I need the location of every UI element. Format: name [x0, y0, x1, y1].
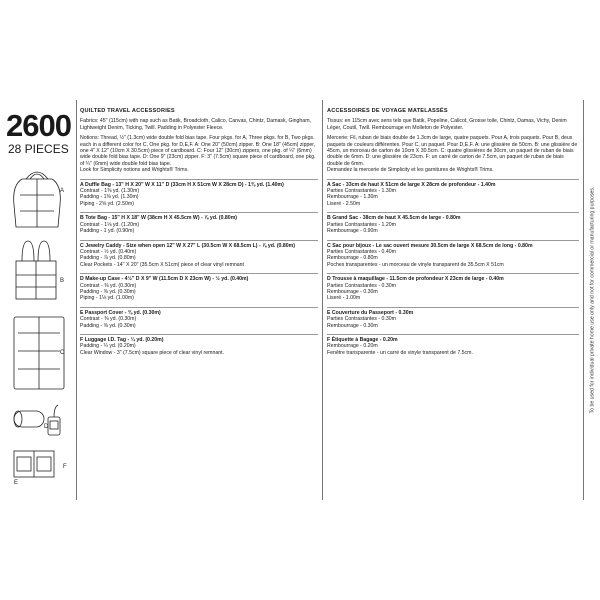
right-divider	[583, 100, 584, 500]
english-item-c: C Jewelry Caddy - Size when open 12" W X 27" L (30.5cm W X 68.5cm L) - ⅞ yd. (0.80m) Contrast - ½ yd. (0.40m) Padding - ⅞ yd. (0.80m) Clear Pockets - 14" X 20" (35.5cm X 51cm) piece of clear vinyl remnant	[80, 240, 318, 269]
duffle-bag-illustration	[14, 172, 61, 227]
usage-notice: To be used for individual private home use only and not for commercial or manufacturing purposes.	[589, 186, 596, 414]
english-item-d: D Make-up Case - 4½" D X 9" W (11.5cm D X 23cm W) - ½ yd. (0.40m) Contrast - ⅜ yd. (0.30m) Padding - ⅜ yd. (0.30m) Piping - 1⅛ yd. (1.00m)	[80, 273, 318, 302]
english-item-b: B Tote Bag - 15" H X 18" W (38cm H X 45.5cm W) - ⅞ yd. (0.80m) Contrast - 1⅛ yd. (1.20m) Padding - 1 yd. (0.90m)	[80, 212, 318, 234]
figure-label-c: C	[60, 350, 65, 356]
english-fabrics: Fabrics: 45" (115cm) with nap such as Batik, Broadcloth, Calico, Canvas, Chintz, Damask, Gingham, Lightweight Denim, Ticking, Twill. Padding in Polyester Fleece.	[80, 118, 311, 131]
passport-cover-illustration	[14, 451, 54, 477]
french-item-e: E Couverture du Passeport - 0.30m Parties Contrastantes - 0.30m Rembourrage - 0.30m	[327, 307, 579, 329]
makeup-case-illustration	[14, 411, 44, 427]
english-title: QUILTED TRAVEL ACCESSORIES	[80, 108, 175, 114]
pattern-number: 2600	[6, 108, 71, 143]
figure-label-d: D	[44, 424, 49, 430]
center-divider	[322, 100, 323, 500]
english-look-note: Look for Simplicity notions and Wrights® Trims.	[80, 167, 189, 174]
piece-count: 28 PIECES	[8, 142, 69, 156]
product-illustrations	[8, 165, 74, 505]
french-item-d: D Trousse à maquillage - 11.5cm de profondeur X 23cm de large - 0.40m Parties Contrastantes - 0.30m Rembourrage - 0.30m Liseré - 1.00m	[327, 273, 579, 302]
figure-label-e: E	[14, 480, 19, 486]
french-column	[327, 108, 579, 356]
left-divider	[76, 100, 77, 500]
french-look-note: Demandez la mercerie de Simplicity et les garnitures de Wrights® Trims.	[327, 167, 494, 174]
english-item-a: A Duffle Bag - 13" H X 20" W X 11" D (33cm H X 51cm W X 28cm D) - 1⅜ yd. (1.40m) Contrast - 1⅜ yd. (1.30m) Padding - 1⅜ yd. (1.30m) Piping - 2⅝ yd. (2.50m)	[80, 179, 318, 208]
figure-label-f: F	[63, 464, 67, 470]
figure-label-a: A	[60, 188, 65, 194]
french-fabrics: Tissus: en 115cm avec sens tels que Batik, Popeline, Calicot, Grosse toile, Chintz, Damas, Vichy, Denim Léger, Coutil, Twill. Rembourrage en Molleton de Polyester.	[327, 118, 567, 131]
luggage-tag-illustration	[48, 405, 60, 435]
french-item-b: B Grand Sac - 38cm de haut X 45.5cm de large - 0.80m Parties Contrastantes - 1.20m Rembourrage - 0.90m	[327, 212, 579, 234]
figure-label-b: B	[60, 278, 65, 284]
french-item-c: C Sac pour bijoux - Le sac ouvert mesure 30.5cm de large X 68.5cm de long - 0.80m Parties Contrastantes - 0.40m Rembourrage - 0.80m Poches transparentes - un morceau de vinyle transparent de 35.5cm X 51cm	[327, 240, 579, 269]
tote-bag-illustration	[16, 241, 56, 299]
english-column	[80, 108, 318, 356]
jewelry-caddy-illustration	[14, 317, 64, 389]
french-item-a: A Sac - 33cm de haut X 51cm de large X 28cm de profondeur - 1.40m Parties Contrastantes - 1.30m Rembourrage - 1.30m Liseré - 2.50m	[327, 179, 579, 208]
english-item-f: F Luggage I.D. Tag - ¼ yd. (0.20m) Padding - ¼ yd. (0.20m) Clear Window - 3" (7.5cm) square piece of clear vinyl remnant.	[80, 334, 318, 356]
french-title: ACCESSOIRES DE VOYAGE MATELASSÉS	[327, 108, 448, 114]
english-item-e: E Passport Cover - ⅜ yd. (0.30m) Contrast - ⅜ yd. (0.30m) Padding - ⅜ yd. (0.30m)	[80, 307, 318, 329]
french-item-f: F Étiquette à Bagage - 0.20m Rembourrage - 0.20m Fenêtre transparente - un carré de vinyle transparent de 7.5cm.	[327, 334, 579, 356]
french-notions: Mercerie: Fil, ruban de biais double de 1.3cm de large, quatre paquets. Pour A, trois paquets. Pour B, deux paquets de couleurs différentes. Pour C, un paquet. Pour D,E,F. A: une glissière de 50cm. B: une glissière de 45cm, un morceau de carton de 10cm X 30.5cm. C: quatre glissières de 30cm, un paquet de ruban de biais double de 6mm. D: une glissière de 23cm. F: un carré de carton de 7.5cm, un paquet de ruban de biais double de 6mm.	[327, 135, 578, 167]
english-notions: Notions: Thread, ½" (1.3cm) wide double fold bias tape. Four pkgs. for A, Three pkgs. for B, Two pkgs. each in a different color for C, One pkg. for D,E,F. A: One 20" (50cm) zipper. B: One 18" (45cm) zipper, one 4" X 12" (10cm X 30.5cm) piece of cardboard. C: Four 12" (30cm) zippers, one pkg. of ¼" (6mm) wide double fold bias tape. D: One 9" (23cm) zipper. F: 3" (7.5cm) square piece of cardboard, one pkg. of ¼" (6mm) wide double fold bias tape.	[80, 135, 316, 167]
